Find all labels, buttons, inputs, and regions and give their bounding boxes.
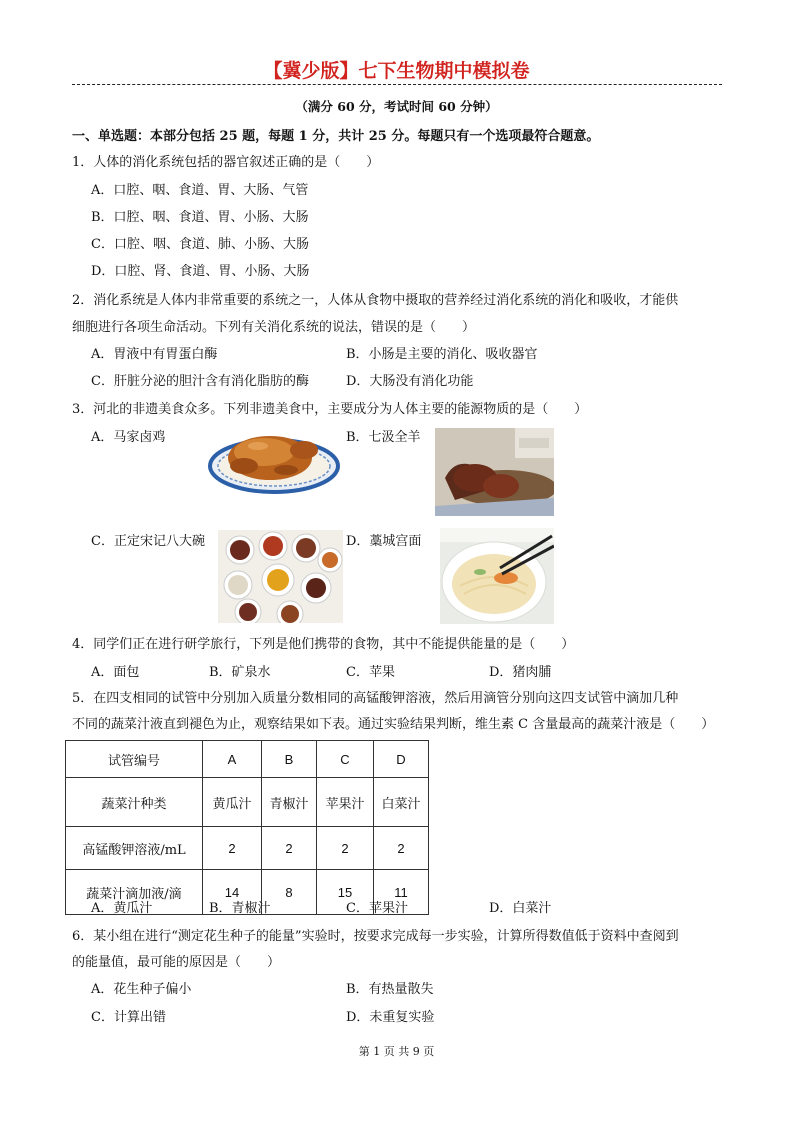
exam-info: （满分 60 分，考试时间 60 分钟） [295, 99, 498, 114]
table-cell: 2 [203, 827, 262, 870]
q2-option-b: B．小肠是主要的消化、吸收器官 [346, 347, 538, 362]
table-cell: 8 [262, 870, 317, 915]
table-cell: 苹果汁 [317, 778, 374, 827]
q6-option-b: B．有热量散失 [346, 982, 434, 997]
q1-option-d: D．口腔、肾、食道、胃、小肠、大肠 [91, 264, 310, 279]
table-cell: 蔬菜汁种类 [66, 778, 203, 827]
whole-lamb-image [435, 428, 554, 516]
section-heading: 一、单选题：本部分包括 25 题，每题 1 分，共计 25 分。每题只有一个选项最符合题意。 [72, 129, 600, 144]
question-2-stem-line2: 细胞进行各项生命活动。下列有关消化系统的说法，错误的是（ ） [72, 320, 476, 335]
question-6-stem-line2: 的能量值，最可能的原因是（ ） [72, 955, 281, 970]
q5-option-c: C．苹果汁 [346, 901, 408, 916]
q5-option-d: D．白菜汁 [489, 901, 552, 916]
q1-option-b: B．口腔、咽、食道、胃、小肠、大肠 [91, 210, 309, 225]
braised-chicken-image [208, 422, 341, 494]
q3-option-b: B．七汲全羊 [346, 430, 421, 445]
table-cell: 11 [374, 870, 429, 915]
table-cell: 2 [317, 827, 374, 870]
table-header-cell: A [203, 741, 262, 778]
q5-option-b: B．青椒汁 [209, 901, 271, 916]
q4-option-c: C．苹果 [346, 665, 395, 680]
q6-option-d: D．未重复实验 [346, 1010, 435, 1025]
table-cell: 白菜汁 [374, 778, 429, 827]
question-4-stem: 4．同学们正在进行研学旅行，下列是他们携带的食物，其中不能提供能量的是（ ） [72, 637, 575, 652]
page-number: 第 1 页 共 9 页 [358, 1045, 435, 1058]
q3-option-a: A．马家卤鸡 [91, 430, 166, 445]
title-divider [72, 84, 722, 85]
q6-option-c: C．计算出错 [91, 1010, 166, 1025]
q2-option-d: D．大肠没有消化功能 [346, 374, 474, 389]
table-cell: 青椒汁 [262, 778, 317, 827]
table-header-cell: 试管编号 [66, 741, 203, 778]
table-cell: 15 [317, 870, 374, 915]
question-1-stem: 1．人体的消化系统包括的器官叙述正确的是（ ） [72, 155, 380, 170]
q4-option-b: B．矿泉水 [209, 665, 271, 680]
gong-noodles-image [440, 528, 554, 624]
question-2-stem-line1: 2．消化系统是人体内非常重要的系统之一，人体从食物中摄取的营养经过消化系统的消化和吸收，才能供 [72, 293, 679, 308]
table-header-cell: C [317, 741, 374, 778]
q3-option-c: C．正定宋记八大碗 [91, 534, 205, 549]
q3-option-d: D．藁城宫面 [346, 534, 422, 549]
question-3-stem: 3．河北的非遗美食众多。下列非遗美食中，主要成分为人体主要的能源物质的是（ ） [72, 402, 588, 417]
q4-option-a: A．面包 [91, 665, 140, 680]
eight-bowls-image [218, 530, 343, 623]
table-cell: 2 [374, 827, 429, 870]
question-5-stem-line2: 不同的蔬菜汁液直到褪色为止，观察结果如下表。通过实验结果判断，维生素 C 含量最高的蔬菜汁液是（ ） [72, 717, 715, 732]
q6-option-a: A．花生种子偏小 [91, 982, 192, 997]
table-row [66, 778, 429, 827]
q1-option-a: A．口腔、咽、食道、胃、大肠、气管 [91, 183, 309, 198]
q4-option-d: D．猪肉脯 [489, 665, 552, 680]
table-cell: 14 [203, 870, 262, 915]
question-5-stem-line1: 5．在四支相同的试管中分别加入质量分数相同的高锰酸钾溶液，然后用滴管分别向这四支试管中滴加几种 [72, 691, 679, 706]
q1-option-c: C．口腔、咽、食道、肺、小肠、大肠 [91, 237, 309, 252]
q2-option-a: A．胃液中有胃蛋白酶 [91, 347, 218, 362]
question-6-stem-line1: 6．某小组在进行“测定花生种子的能量”实验时，按要求完成每一步实验，计算所得数值低于资料中查阅到 [72, 929, 679, 944]
table-cell: 2 [262, 827, 317, 870]
experiment-table [65, 740, 429, 915]
table-cell: 黄瓜汁 [203, 778, 262, 827]
table-cell: 高锰酸钾溶液/mL [66, 827, 203, 870]
page-title: 【冀少版】七下生物期中模拟卷 [263, 60, 530, 82]
q2-option-c: C．肝脏分泌的胆汁含有消化脂肪的酶 [91, 374, 309, 389]
table-row [66, 827, 429, 870]
table-header-cell: B [262, 741, 317, 778]
table-header-row [66, 741, 429, 778]
q5-option-a: A．黄瓜汁 [91, 901, 153, 916]
table-cell: 蔬菜汁滴加液/滴 [66, 870, 203, 915]
table-header-cell: D [374, 741, 429, 778]
